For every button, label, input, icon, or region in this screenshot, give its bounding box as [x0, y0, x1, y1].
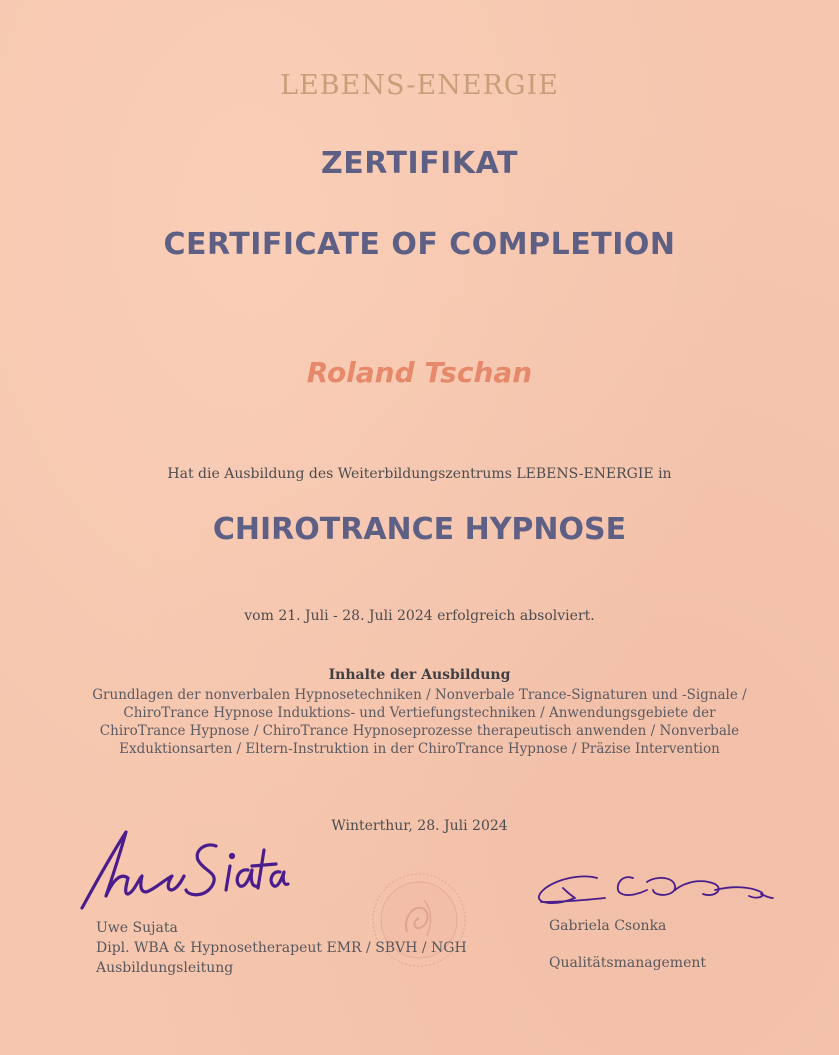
recipient-name: Roland Tschan — [306, 356, 533, 389]
certificate-title-en: CERTIFICATE OF COMPLETION — [163, 227, 676, 262]
contents-heading: Inhalte der Ausbildung — [328, 667, 511, 683]
signer-right-info — [549, 918, 706, 971]
contents-line: Exduktionsarten / Eltern-Instruktion in der ChiroTrance Hypnose / Präzise Intervention — [119, 741, 720, 757]
signature-left — [80, 820, 290, 915]
contents-line: ChiroTrance Hypnose / ChiroTrance Hypnoseprozesse therapeutisch anwenden / Nonverbale — [99, 723, 740, 739]
intro-text: Hat die Ausbildung des Weiterbildungszentrums LEBENS-ENERGIE in — [167, 466, 672, 482]
signer-left-role: Ausbildungsleitung — [96, 960, 234, 976]
signature-right — [535, 868, 775, 913]
signer-left-info — [96, 918, 467, 978]
contents-list — [0, 686, 839, 758]
course-period: vom 21. Juli - 28. Juli 2024 erfolgreich absolviert. — [244, 608, 595, 624]
signer-left-name: Uwe Sujata — [96, 920, 178, 936]
signer-left-credentials: Dipl. WBA & Hypnosetherapeut EMR / SBVH / NGH — [96, 940, 467, 956]
brand-logo: LEBENS-ENERGIE — [280, 70, 559, 101]
signer-right-role: Qualitätsmanagement — [549, 955, 707, 971]
signer-right-name: Gabriela Csonka — [549, 918, 667, 934]
course-title: CHIROTRANCE HYPNOSE — [212, 512, 627, 547]
contents-line: Grundlagen der nonverbalen Hypnosetechniken / Nonverbale Trance-Signaturen und -Signale / — [92, 687, 747, 703]
place-date: Winterthur, 28. Juli 2024 — [331, 818, 508, 834]
contents-line: ChiroTrance Hypnose Induktions- und Vertiefungstechniken / Anwendungsgebiete der — [123, 705, 716, 721]
certificate-title-de: ZERTIFIKAT — [321, 146, 518, 181]
